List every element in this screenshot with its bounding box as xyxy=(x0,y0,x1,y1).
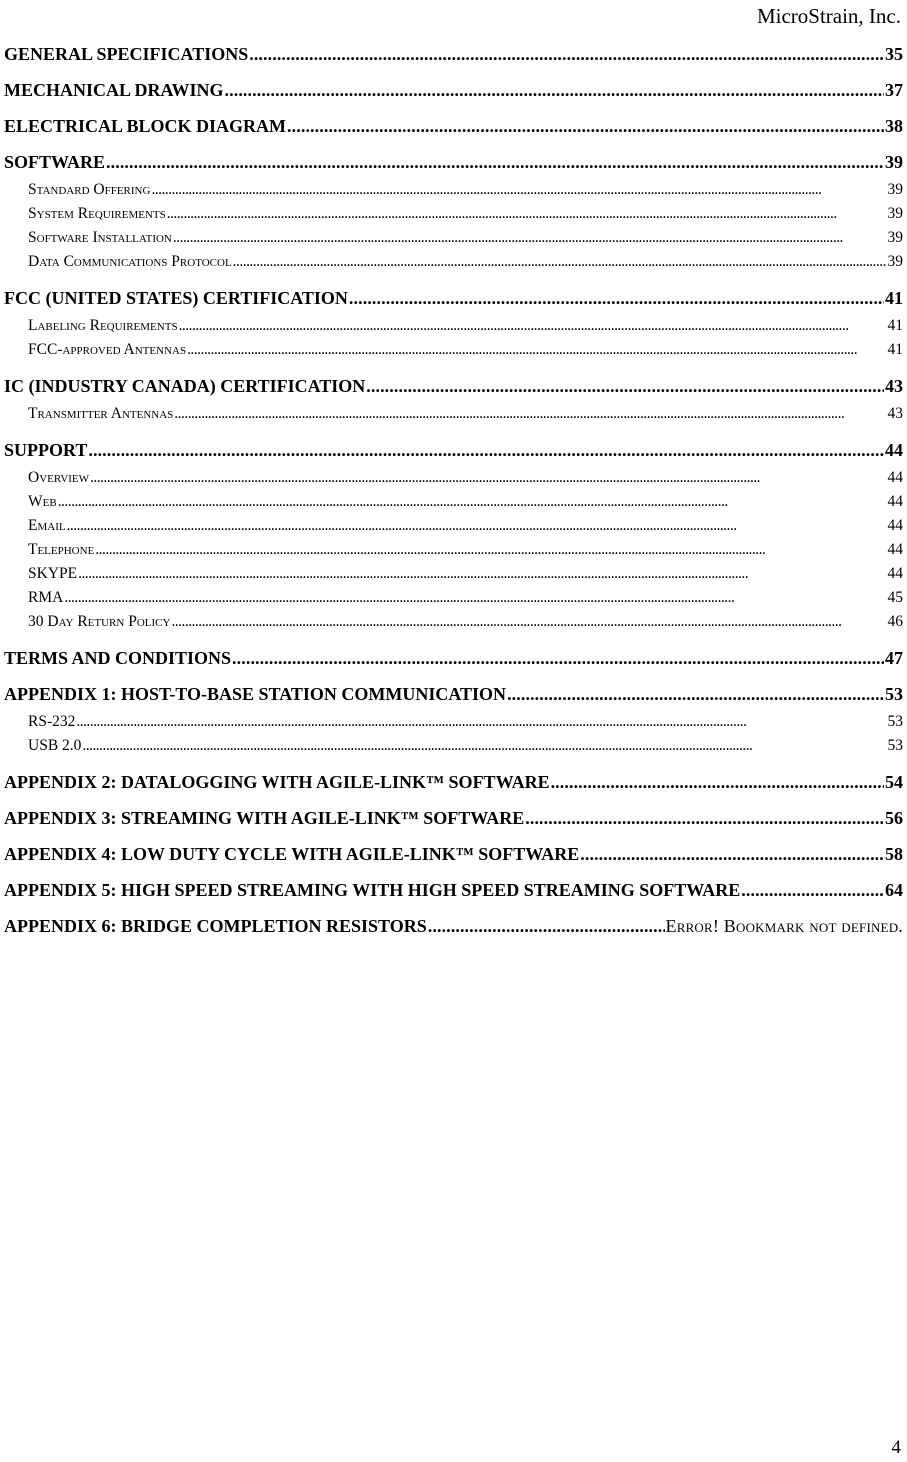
toc-dot-leader xyxy=(171,612,886,632)
toc-entry-title: SOFTWARE xyxy=(4,152,106,172)
toc-subentry-page: 45 xyxy=(887,589,903,606)
toc-subentry[interactable] xyxy=(4,712,903,736)
toc-subentry-page: 39 xyxy=(887,229,903,246)
toc-entry[interactable] xyxy=(4,438,903,468)
toc-subentry-page: 53 xyxy=(887,713,903,730)
toc-dot-leader xyxy=(173,228,887,248)
toc-entry-page: 38 xyxy=(885,116,903,136)
toc-subentry[interactable] xyxy=(4,736,903,770)
toc-dot-leader xyxy=(151,180,886,200)
toc-entry-title: ELECTRICAL BLOCK DIAGRAM xyxy=(4,116,287,136)
toc-subentry-title: SKYPE xyxy=(28,565,78,582)
toc-subentry[interactable] xyxy=(4,180,903,204)
toc-subentry-page: 44 xyxy=(887,517,903,534)
toc-subentry[interactable] xyxy=(4,252,903,286)
toc-dot-leader xyxy=(174,404,886,424)
toc-subentry-title: Data Communications Protocol xyxy=(28,253,232,270)
toc-dot-leader xyxy=(507,682,884,706)
toc-subentry-title: Standard Offering xyxy=(28,181,151,198)
toc-dot-leader xyxy=(225,78,884,102)
toc-entry[interactable] xyxy=(4,78,903,114)
toc-entry-page: 37 xyxy=(885,80,903,100)
toc-entry-page: 54 xyxy=(885,772,903,792)
toc-dot-leader xyxy=(232,646,884,670)
toc-entry[interactable] xyxy=(4,682,903,712)
toc-entry[interactable] xyxy=(4,42,903,78)
toc-entry-page: 35 xyxy=(885,44,903,64)
toc-subentry-title: Email xyxy=(28,517,66,534)
toc-entry-page-error: Error! Bookmark not defined. xyxy=(665,916,903,936)
toc-subentry[interactable] xyxy=(4,404,903,438)
toc-subentry[interactable] xyxy=(4,316,903,340)
toc-entry-title: SUPPORT xyxy=(4,440,88,460)
toc-entry-title: IC (INDUSTRY CANADA) CERTIFICATION xyxy=(4,376,366,396)
toc-entry-title: MECHANICAL DRAWING xyxy=(4,80,224,100)
toc-dot-leader xyxy=(525,806,884,830)
toc-subentry-title: Labeling Requirements xyxy=(28,317,178,334)
toc-entry[interactable] xyxy=(4,878,903,914)
toc-entry[interactable] xyxy=(4,806,903,842)
toc-entry-page: 56 xyxy=(885,808,903,828)
toc-subentry[interactable] xyxy=(4,540,903,564)
toc-subentry[interactable] xyxy=(4,228,903,252)
toc-dot-leader xyxy=(249,42,884,66)
toc-entry-title: APPENDIX 1: HOST-TO-BASE STATION COMMUNICATION xyxy=(4,684,507,704)
toc-subentry-title: Web xyxy=(28,493,57,510)
page-number: 4 xyxy=(891,1437,901,1458)
toc-subentry-page: 44 xyxy=(887,493,903,510)
toc-entry-page: 43 xyxy=(885,376,903,396)
toc-dot-leader xyxy=(82,736,886,756)
toc-entry[interactable] xyxy=(4,646,903,682)
toc-entry-page: 44 xyxy=(885,440,903,460)
page-header-company: MicroStrain, Inc. xyxy=(756,4,901,28)
toc-entry-title: APPENDIX 4: LOW DUTY CYCLE WITH AGILE-LINK™ SOFTWARE xyxy=(4,844,580,864)
toc-dot-leader xyxy=(106,150,884,174)
toc-entry-page: 41 xyxy=(885,288,903,308)
toc-subentry-title: Telephone xyxy=(28,541,95,558)
toc-entry-title: FCC (UNITED STATES) CERTIFICATION xyxy=(4,288,348,308)
toc-dot-leader xyxy=(64,588,886,608)
toc-subentry[interactable] xyxy=(4,516,903,540)
toc-subentry[interactable] xyxy=(4,340,903,374)
toc-subentry[interactable] xyxy=(4,492,903,516)
toc-entry-title: TERMS AND CONDITIONS xyxy=(4,648,232,668)
toc-dot-leader xyxy=(78,564,886,584)
toc-entry-page: 53 xyxy=(885,684,903,704)
toc-entry[interactable] xyxy=(4,286,903,316)
toc-subentry-page: 44 xyxy=(887,469,903,486)
toc-subentry-page: 46 xyxy=(887,613,903,630)
toc-subentry-title: USB 2.0 xyxy=(28,737,82,754)
toc-entry-title: APPENDIX 3: STREAMING WITH AGILE-LINK™ SOFTWARE xyxy=(4,808,525,828)
toc-dot-leader xyxy=(366,374,884,398)
toc-entry[interactable] xyxy=(4,150,903,180)
toc-subentry-title: RS-232 xyxy=(28,713,76,730)
toc-subentry[interactable] xyxy=(4,612,903,646)
toc-dot-leader xyxy=(233,252,887,272)
toc-subentry-title: Transmitter Antennas xyxy=(28,405,174,422)
toc-dot-leader xyxy=(67,516,887,536)
toc-subentry-page: 41 xyxy=(887,317,903,334)
toc-dot-leader xyxy=(88,438,884,462)
toc-dot-leader xyxy=(167,204,887,224)
toc-subentry-page: 39 xyxy=(887,205,903,222)
toc-subentry-page: 39 xyxy=(887,181,903,198)
toc-dot-leader xyxy=(349,286,884,310)
toc-subentry-title: System Requirements xyxy=(28,205,166,222)
toc-dot-leader xyxy=(95,540,886,560)
toc-dot-leader xyxy=(551,770,884,794)
toc-dot-leader xyxy=(90,468,886,488)
toc-subentry-title: RMA xyxy=(28,589,64,606)
toc-entry-page: 58 xyxy=(885,844,903,864)
toc-subentry-page: 44 xyxy=(887,565,903,582)
toc-entry-title: GENERAL SPECIFICATIONS xyxy=(4,44,249,64)
toc-entry[interactable] xyxy=(4,114,903,150)
toc-entry-page: 64 xyxy=(885,880,903,900)
toc-entry[interactable] xyxy=(4,770,903,806)
toc-dot-leader xyxy=(741,878,884,902)
toc-dot-leader xyxy=(179,316,887,336)
toc-entry[interactable] xyxy=(4,914,903,950)
toc-entry-page: 39 xyxy=(885,152,903,172)
toc-entry-title: APPENDIX 6: BRIDGE COMPLETION RESISTORS xyxy=(4,916,427,936)
toc-subentry-title: Software Installation xyxy=(28,229,172,246)
toc-subentry-page: 44 xyxy=(887,541,903,558)
toc-entry-page: 47 xyxy=(885,648,903,668)
toc-subentry-page: 39 xyxy=(887,253,903,270)
table-of-contents xyxy=(4,42,903,950)
toc-entry-title: APPENDIX 5: HIGH SPEED STREAMING WITH HIGH SPEED STREAMING SOFTWARE xyxy=(4,880,741,900)
toc-subentry[interactable] xyxy=(4,204,903,228)
toc-dot-leader xyxy=(76,712,886,732)
toc-subentry[interactable] xyxy=(4,564,903,588)
toc-subentry-title: FCC-approved Antennas xyxy=(28,341,187,358)
toc-subentry-page: 53 xyxy=(887,737,903,754)
toc-subentry-title: Overview xyxy=(28,469,90,486)
toc-entry[interactable] xyxy=(4,842,903,878)
toc-subentry[interactable] xyxy=(4,588,903,612)
toc-dot-leader xyxy=(58,492,887,512)
toc-subentry[interactable] xyxy=(4,468,903,492)
toc-entry[interactable] xyxy=(4,374,903,404)
toc-dot-leader xyxy=(428,914,665,938)
toc-entry-title: APPENDIX 2: DATALOGGING WITH AGILE-LINK™ SOFTWARE xyxy=(4,772,550,792)
toc-dot-leader xyxy=(187,340,886,360)
toc-subentry-page: 41 xyxy=(887,341,903,358)
toc-dot-leader xyxy=(580,842,884,866)
toc-dot-leader xyxy=(287,114,884,138)
toc-subentry-title: 30 Day Return Policy xyxy=(28,613,171,630)
toc-subentry-page: 43 xyxy=(887,405,903,422)
